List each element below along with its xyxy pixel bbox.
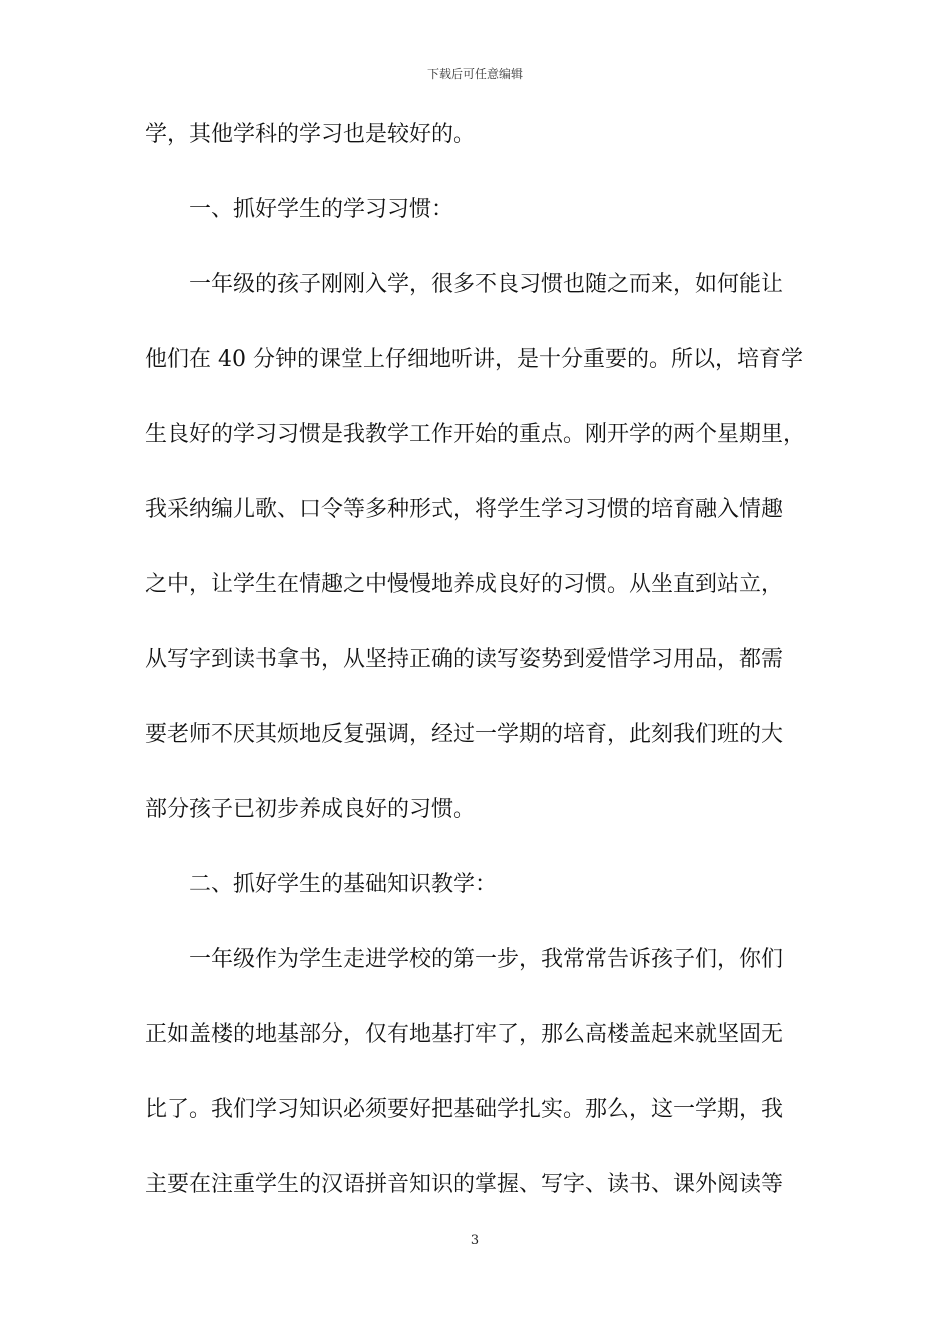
text-line: 从写字到读书拿书，从坚持正确的读写姿势到爱惜学习用品，都需 xyxy=(145,647,784,672)
text-line: 正如盖楼的地基部分，仅有地基打牢了，那么高楼盖起来就坚固无 xyxy=(145,1022,784,1047)
text-line: 一年级作为学生走进学校的第一步，我常常告诉孩子们，你们 xyxy=(145,947,784,972)
text-line: 一年级的孩子刚刚入学，很多不良习惯也随之而来，如何能让 xyxy=(145,272,784,297)
section-heading: 一、抓好学生的学习习惯： xyxy=(145,197,454,222)
text-line: 生良好的学习习惯是我教学工作开始的重点。刚开学的两个星期里， xyxy=(145,422,806,447)
text-line: 之中，让学生在情趣之中慢慢地养成良好的习惯。从坐直到站立， xyxy=(145,572,784,597)
text-line: 比了。我们学习知识必须要好把基础学扎实。那么，这一学期，我 xyxy=(145,1097,784,1122)
text-line: 部分孩子已初步养成良好的习惯。 xyxy=(145,797,476,822)
text-line: 主要在注重学生的汉语拼音知识的掌握、写字、读书、课外阅读等 xyxy=(145,1172,784,1197)
text-line: 学，其他学科的学习也是较好的。 xyxy=(145,122,476,147)
text-line: 要老师不厌其烦地反复强调，经过一学期的培育，此刻我们班的大 xyxy=(145,722,784,747)
page-number: 3 xyxy=(470,1233,480,1248)
page-header: 下载后可任意编辑 xyxy=(426,67,523,81)
section-heading: 二、抓好学生的基础知识教学： xyxy=(145,872,498,897)
text-line: 我采纳编儿歌、口令等多种形式，将学生学习习惯的培育融入情趣 xyxy=(145,497,784,522)
text-line: 他们在 40 分钟的课堂上仔细地听讲，是十分重要的。所以，培育学 xyxy=(145,347,803,372)
